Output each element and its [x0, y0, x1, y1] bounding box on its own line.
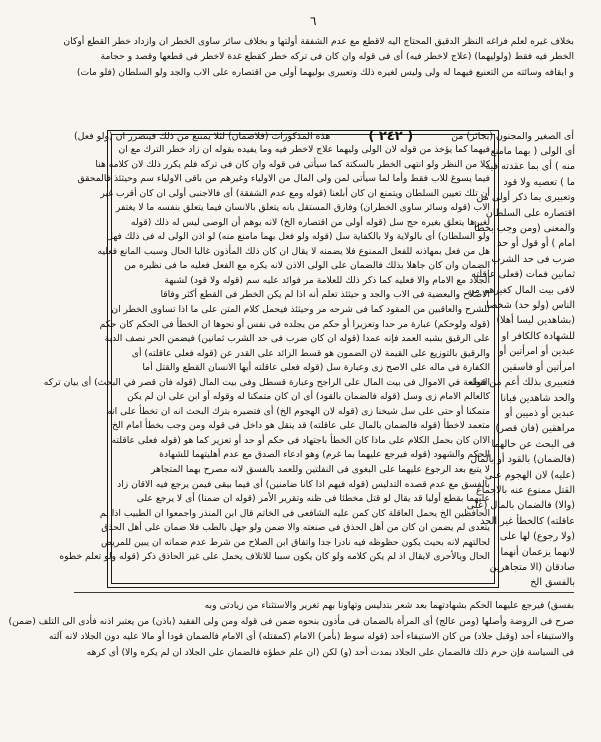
- margin-line: امرأتين أو فاسقين: [502, 361, 575, 373]
- text-line: لا يتبع بعد الرجوع عليهما على البغوى فى النفلتين وللعمد بالفسق لانه مصرح بهما المتجاهر: [150, 464, 490, 476]
- margin-line: ما ) تعصيه ولا قود: [503, 176, 575, 188]
- text-line: بفسق) فيرجع عليهما الحكم بشهادتهما بعد شعر بتدليس وتهاونا بهم تغرير والاستثناء من زيادتى وبه: [204, 600, 574, 611]
- margin-line: ثمانين فمات (فعلى عاقلته: [471, 269, 575, 281]
- margin-line: للشهادة كالكافر او: [501, 330, 575, 342]
- text-line: بخلاف غيره لعلم فراغه النظر الدقيق المحتاج اليه لاقطع مع عدم الشفقة أولتها و بخلاف سائر ساوى الخطر ان وازداد خطر القطع أوكان: [63, 36, 574, 47]
- text-line: الجلاد مع الامام والا فعليه كما ذكر ذلك للعلامة مر فوائد عليه سم (قوله ولا قود) لشبهة: [164, 274, 490, 286]
- text-line: الخطر فيه فقط (ولوليهما) (علاج لاخطر فيه) أى فى قوله وان كان فى تركه خطر كقطع غدة لاخطر فى قطعها وقصد و حجامة: [100, 51, 574, 63]
- divider-rule: [74, 592, 574, 593]
- text-line: والرقيق بالتوزيع على القيمة لان الضمون هو قسط الزائد على القدر عن (قوله فعلى عاقلته) أى: [131, 347, 490, 359]
- text-line: (قوله ولوحكم) عبارة مر حدا وتعزيرا أو حكم من يجلده فى نفس أو نحوها ان الخطأ فى الحكم كان حكم: [99, 318, 490, 330]
- text-line: الحكم والشهود (قوله فيرجع عليهما بما غرم) وهو ادعاء الصدق مع عدم أهليتهما للشهادة: [159, 449, 490, 461]
- text-line: كالعالم الامام زى وسل (قوله فالضمان بالقود) أى ان كان متمكنا له وقوله أو ابن على ان لم يكن: [127, 391, 490, 403]
- margin-line: الناس (ولو حد) شخصا: [486, 300, 575, 312]
- margin-line: عبدين أو امرأتين أو: [498, 346, 575, 358]
- text-line: فيهما كما يؤخذ من قوله لان الولى وليهما علاج لاخطر فيه وما يفيده بقوله ان زاد خطر الترك مع ان: [118, 144, 490, 155]
- margin-line: وتعبيرى بما ذكر أولى من: [476, 192, 575, 204]
- text-line: يتعدى لم يضمن ان كان من أهل الحذق فى صنعته والا ضمن ولو جهل بالطب فلا ضمان على أهل الحذق: [101, 522, 490, 534]
- margin-line: (ولا رجوع) لها على: [499, 531, 575, 543]
- text-line: ولو السلطان) أى بالولاية ولا بالكفاية سل (قوله ولو فعل بهما مامنع منه) لو اذن الولى له فى ذلك فهل: [106, 231, 490, 243]
- text-line: بالفسق مع عدم قصده التدليس (قوله فيهم اذا كانا ضامنين) أى فيما بيقى فيمن يرجع فيه الاقان زاد: [117, 478, 490, 490]
- text-line: الحافظين الخ يحمل العاقلة كان كمن عليه الشافعى فى الخاتم قال ابن المنذر واجمعوا ان الطبيب اذا لم: [99, 507, 490, 519]
- margin-line: (بشاهدين ليسا أهلا): [496, 315, 575, 327]
- text-line: الكفارة فى ماله على الاصح زى وعبارة سل (قوله فعلى عاقلته أيها الانسان القطع والقتل أما: [142, 362, 490, 374]
- text-line: عليهما بقطع أوليا قد يقال لو قتل مخطئا فى ظنه وتقرير الأمر (قوله ان ضمنا) أى لا يرجع على: [136, 493, 490, 505]
- top-text-block: [63, 34, 574, 96]
- margin-line: لافى بيت المال كغيرهم من: [467, 284, 575, 296]
- margin-text-column: [466, 144, 575, 591]
- text-line: أن تلك تعيين السلطان ويتمنع ان كان أبلعنا (قوله ومع عدم الشفقة) أى فالاجنبى أولى ان كان أقرب غير: [100, 187, 490, 199]
- text-line: متعمد لاخطأ (قوله فالضمان بالمال على عاقلته) قد ينقل هو داخل فى قوله ومن وجب بخطأ امام الخ: [111, 420, 490, 432]
- margin-line: فتعبيرى بذلك أعم من قوله: [468, 377, 575, 389]
- heading-left-text: هذه المذكورات (فلاضمان) لئلا يمتنع من ذلك فيتضرر ان (ولو فعل): [74, 130, 331, 142]
- text-line: الاان كان بحمل الكلام على ماذا كان الخطأ باجتهاد فى حكم أو حد أو تعزير كما هو (قوله فعلى عاقلته: [111, 434, 490, 446]
- corner-mark: ٦: [310, 14, 317, 28]
- margin-line: ضرب فى حد الشرب: [491, 253, 575, 265]
- margin-line: والمعنى (ومن وجب بخطأ: [474, 223, 575, 235]
- text-line: والاستيفاء أحد (وقبل جلاد) من كان الاستيفاء أحد (قوله سوط (بأمر) الامام (كمقتله) أى الامام فالضمان قودا أو مالا عليه دون الجلاد لانه آلته: [48, 631, 574, 643]
- text-line: صرح فى الروضة وأصلها (ومن عالج) أى المرأة بالضمان فى مأذون بنحوه ضمن فى قوله ومن ولى الفقيد (باذن) من يعتبر اذنه فأدى الى التلف (ضمن): [8, 615, 574, 627]
- text-line: الاب (قوله وسائر ساوى الخطران) وفارق المستقل بانه يتعلق بالانسان فيما يتعلق بنفسه ما لا يغتفر: [115, 202, 490, 214]
- margin-line: اقتصاره على السلطان: [485, 207, 575, 219]
- margin-line: عاقلته) كالخطأ غير الحد: [480, 515, 575, 527]
- bottom-text-block: [8, 598, 574, 660]
- margin-line: بالفسق الخ: [530, 577, 575, 589]
- commentary-column: [43, 143, 490, 565]
- text-line: هل من فعل بمهاذنه للفعل الممنوع فلا يضمنه لا يقال ان كان ذلك المأذون غالبا الحال وسبب المانع فعليه: [97, 245, 490, 257]
- text-line: و ايقافه وسائته من التعنيع فيهما له ولى وليس لغيره ذلك وتعبيرى بوليهما أولى من اقتصاره على الاب والجد ولو السلطان (فلو مات): [76, 66, 574, 78]
- margin-line: القتل ممنوع عنه بالاجماع: [476, 484, 575, 496]
- margin-line: (والا) فالضمان بالمال (على: [466, 500, 575, 512]
- margin-line: مراهقين (فان قصر): [495, 423, 575, 435]
- margin-line: عبدين أو ذميين أو: [505, 407, 575, 419]
- margin-line: (عليه) لان الهجوم على: [484, 469, 575, 481]
- margin-line: منه ) أى بما عقدته فيه: [485, 161, 575, 173]
- margin-line: امام ) أو قول أو حد: [497, 238, 575, 250]
- text-line: لحالتهم لانه بحيث يكون حظوظه فيه نادرا جدا واتفاق ابن الصلاح من شرط عدم ضمانه ان يبين للمريض: [101, 536, 490, 548]
- text-line: على الرقيق بشبه العمد فإنه عمدا (قوله ان كان ضرب فى حد الشرب ثمانين) فيضمن الحر نصف الدية: [104, 333, 490, 345]
- page-number: ( ٢٤٢ ): [368, 128, 414, 144]
- text-line: للشرح والعاقبين من المقود كما فى شرحه مر وحيثئذ فيحمل كلام المتن على ما اذا تساوى الخطر ان: [111, 304, 490, 316]
- text-line: كلا من النظر ولو انتهى الخطر بالسكتة كما سيأتى فى قوله وان كان فى تركه فلم يكرر ذلك لان كلامه هنا: [95, 158, 490, 170]
- text-line: الضمان وان كان جاهلا بذلك فالضمان على الولى الاذن لانه يكره مع الفعل فعليه ما فى نظيره من: [124, 260, 490, 272]
- margin-line: صادقان (الا متجاهرين: [489, 561, 575, 573]
- margin-line: أى الولى ( بهما مامنع: [490, 146, 575, 157]
- text-line: الحال وبالأحرى لايقال اذ لم يكن كلامه ولو كان يكون سببا للاتلاف يحمل على غير الحاذق ذكر (قوله ولو تعلم خطوه: [59, 551, 490, 563]
- margin-line: والحد شاهدين فبانا: [500, 392, 575, 404]
- text-line: متمكنا أو حتى على سل شيخنا زى (قوله لان الهجوم الخ) أى فتضيره بترك البحث انه ان تخطأ على انه: [107, 405, 490, 417]
- text-line: فيما يسوغ للاب فقط وأما لما سيأتى لمن ولى المال من الاولياء وغيرهم من باقى الاولياء سم وحيثئذ فالمحقق: [77, 173, 490, 185]
- text-line: الاصلاح والبعضية فى الاب والجد و حيثئذ تعلم أنه اذا لم يكن الخطر فى القطع أكثر وفاقا: [160, 289, 490, 301]
- text-line: فى السياسة فإن حرم ذلك فالضمان على الجلاد بمدت أحد (و) لكن (ان علم خطؤه فالضمان على الجلاد ان لم يكره والا) أى كرهه: [86, 646, 574, 658]
- heading-right-text: أى الصغير والمجنون (بجائز) من: [451, 130, 574, 142]
- text-line: القطعة في الاموال فى بيت المال على الراجح وعبارة قسطل وفى بيت المال (قوله فان قصر في البحث) أى بيان تركه: [43, 376, 490, 388]
- margin-line: (فالضمان) بالقود أو بالمال: [470, 454, 575, 466]
- margin-line: فى البحث عن حالهما: [491, 438, 575, 450]
- margin-line: لانهما يزعمان أنهما: [500, 546, 575, 558]
- text-line: لغيرها يتعلق بغيره حج سل (قوله أولى من اقتصاره الخ) لانه يوهم أن الوصى ليس له ذلك (قوله: [130, 216, 490, 228]
